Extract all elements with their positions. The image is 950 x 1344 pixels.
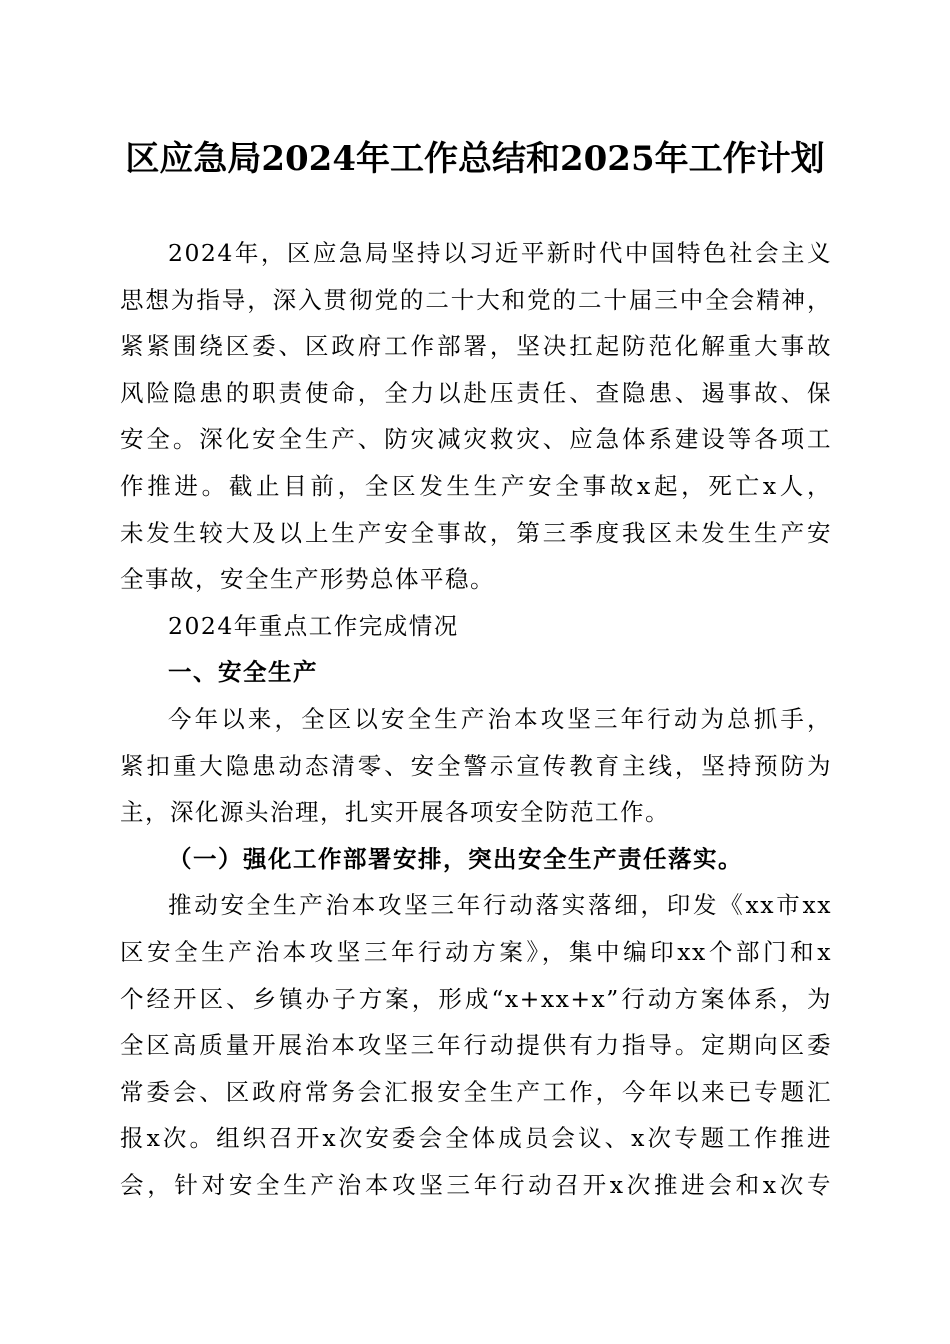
paragraph-line: 推动安全生产治本攻坚三年行动落实落细，印发《xx市xx — [168, 891, 832, 920]
paragraph-line: 报x次。组织召开x次安委会全体成员会议、x次专题工作推进 — [120, 1124, 832, 1153]
paragraph-line: 会，针对安全生产治本攻坚三年行动召开x次推进会和x次专 — [120, 1170, 832, 1199]
paragraph-line: 全区高质量开展治本攻坚三年行动提供有力指导。定期向区委 — [120, 1031, 832, 1060]
subsection-heading: （一）强化工作部署安排，突出安全生产责任落实。 — [168, 844, 743, 873]
paragraph-line: 今年以来，全区以安全生产治本攻坚三年行动为总抓手， — [168, 704, 832, 733]
document-body — [120, 230, 840, 1208]
paragraph-line: 主，深化源头治理，扎实开展各项安全防范工作。 — [120, 798, 670, 827]
paragraph-line: 思想为指导，深入贯彻党的二十大和党的二十届三中全会精神， — [120, 285, 832, 314]
document-title: 区应急局2024年工作总结和2025年工作计划 — [125, 139, 825, 179]
paragraph-line: 作推进。截止目前，全区发生生产安全事故x起，死亡x人， — [120, 471, 832, 500]
paragraph-line: 常委会、区政府常务会汇报安全生产工作，今年以来已专题汇 — [120, 1077, 832, 1106]
paragraph-line: 2024年，区应急局坚持以习近平新时代中国特色社会主义 — [168, 239, 832, 267]
paragraph-line: 区安全生产治本攻坚三年行动方案》，集中编印xx个部门和x — [120, 937, 832, 966]
section-heading: 2024年重点工作完成情况 — [168, 611, 459, 640]
paragraph-line: 紧扣重大隐患动态清零、安全警示宣传教育主线，坚持预防为 — [120, 751, 832, 780]
paragraph-line: 紧紧围绕区委、区政府工作部署，坚决扛起防范化解重大事故 — [120, 332, 832, 361]
paragraph-line: 个经开区、乡镇办子方案，形成“x+xx+x”行动方案体系，为 — [120, 984, 832, 1013]
paragraph-line: 安全。深化安全生产、防灾减灾救灾、应急体系建设等各项工 — [120, 425, 832, 454]
section-heading: 一、安全生产 — [168, 658, 318, 687]
paragraph-line: 未发生较大及以上生产安全事故，第三季度我区未发生生产安 — [120, 518, 832, 547]
paragraph-line: 全事故，安全生产形势总体平稳。 — [120, 565, 495, 594]
paragraph-line: 风险隐患的职责使命，全力以赴压责任、查隐患、遏事故、保 — [120, 378, 832, 407]
